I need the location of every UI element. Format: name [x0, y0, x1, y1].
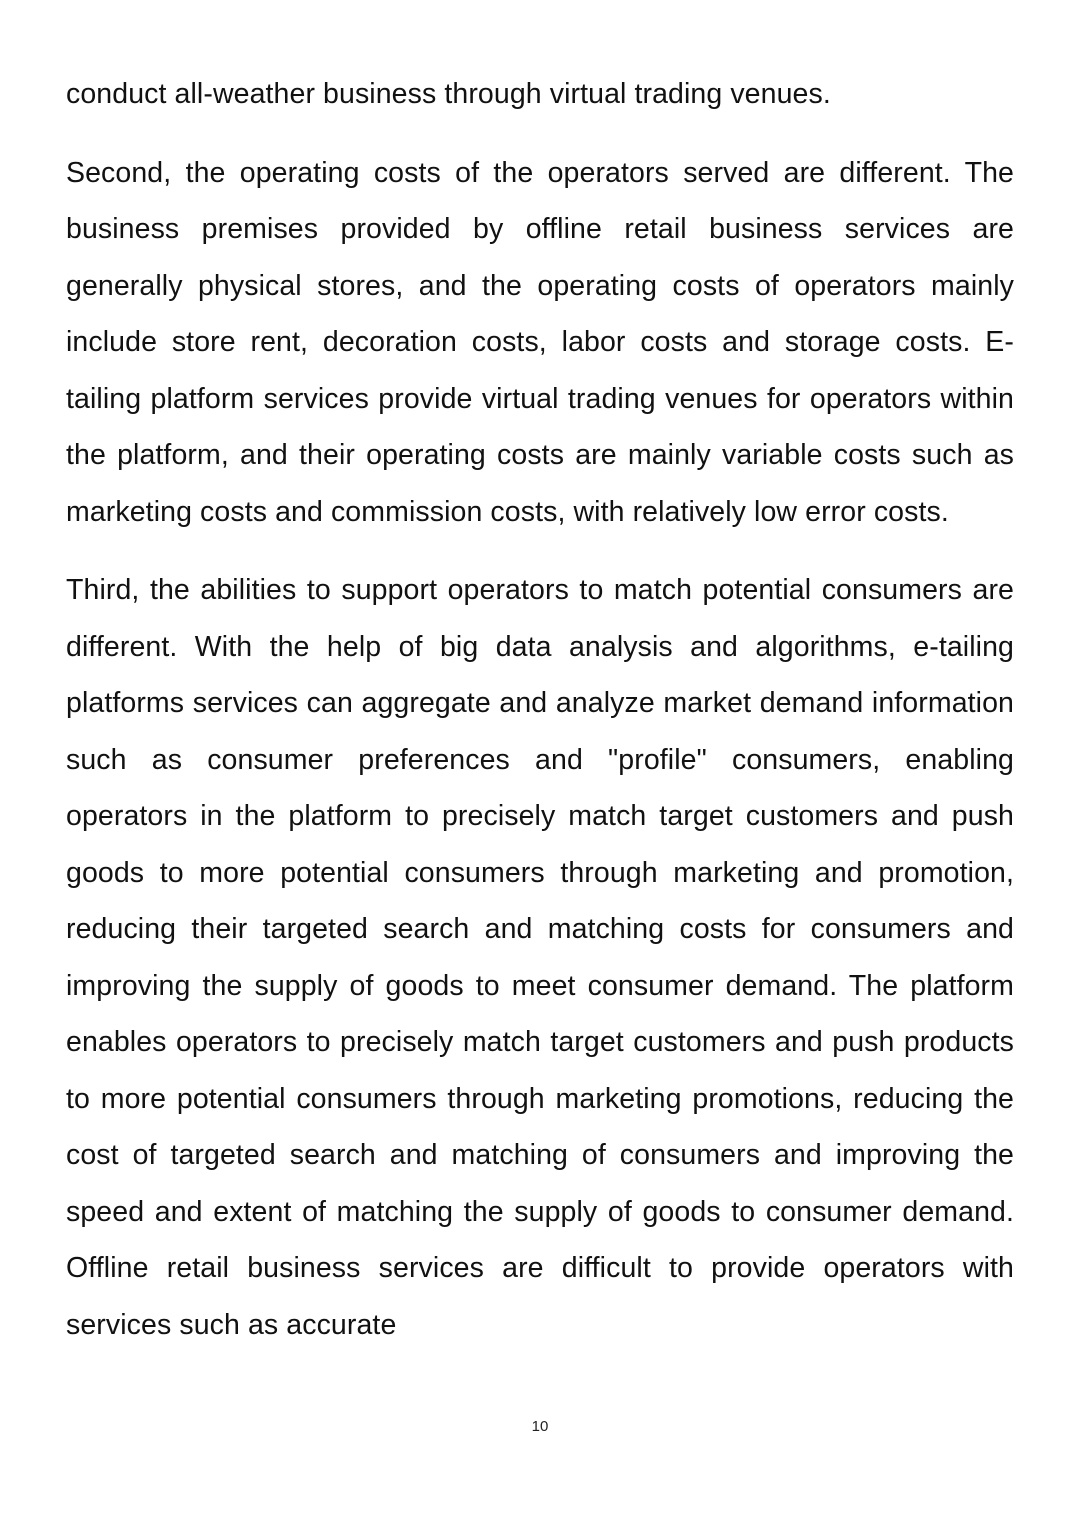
paragraph-continuation: conduct all-weather business through virtual trading venues. — [66, 78, 831, 110]
paragraph-operating-costs: Second, the operating costs of the operators served are different. The business premises provided by offline retail business services are generally physical stores, and the operating costs of operators mainly include store rent, decoration costs, labor costs and storage costs. E-tailing platform services provide virtual trading venues for operators within the platform, and their operating costs are mainly variable costs such as marketing costs and commission costs, with relatively low error costs. — [66, 156, 1014, 528]
page-number: 10 — [531, 1418, 549, 1435]
document-body — [66, 66, 1014, 1353]
paragraph-matching-abilities: Third, the abilities to support operators to match potential consumers are different. With the help of big data analysis and algorithms, e-tailing platforms services can aggregate and analyze market demand information such as consumer preferences and "profile" consumers, enabling operators in the platform to precisely match target customers and push goods to more potential consumers through marketing and promotion, reducing their targeted search and matching costs for consumers and improving the supply of goods to meet consumer demand. The platform enables operators to precisely match target customers and push products to more potential consumers through marketing promotions, reducing the cost of targeted search and matching of consumers and improving the speed and extent of matching the supply of goods to consumer demand. Offline retail business services are difficult to provide operators with services such as accurate — [66, 574, 1014, 1341]
